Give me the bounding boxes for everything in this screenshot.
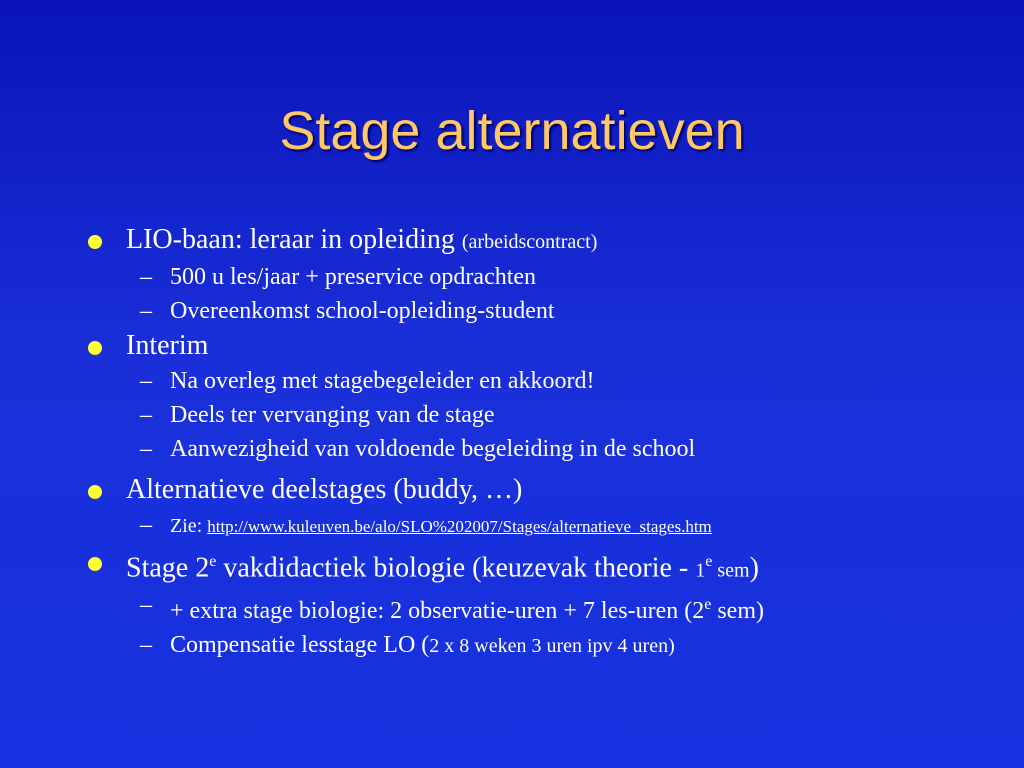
list-item — [88, 222, 988, 260]
item-text-d: sem — [712, 559, 750, 582]
sub-list-item — [88, 398, 988, 432]
sub-list-item — [88, 432, 988, 466]
sub-item-text: Overeenkomst school-opleiding-student — [170, 298, 555, 324]
bullet-icon — [88, 235, 102, 249]
item-text-a: Stage 2 — [126, 552, 210, 584]
sub-list-item — [88, 260, 988, 294]
reference-link[interactable]: http://www.kuleuven.be/alo/SLO%202007/Stages/alternatieve_stages.htm — [207, 517, 712, 536]
sub-list-item — [88, 294, 988, 328]
bullet-icon — [88, 485, 102, 499]
sub-item-text-a: Compensatie lesstage LO ( — [170, 632, 430, 659]
superscript: e — [704, 596, 712, 614]
item-text-e: ) — [749, 552, 759, 584]
sub-list-item — [88, 628, 988, 663]
dash-icon: – — [140, 264, 152, 290]
bullet-list — [88, 222, 988, 663]
dash-icon: – — [140, 402, 152, 428]
item-text: Alternatieve deelstages (buddy, …) — [126, 474, 523, 505]
list-item — [88, 544, 988, 588]
dash-icon: – — [140, 368, 152, 394]
slide-title: Stage alternatieven — [279, 101, 745, 161]
dash-icon: – — [140, 632, 152, 659]
item-text: Interim — [126, 330, 209, 361]
list-item — [88, 472, 988, 508]
sub-item-text-b: sem) — [711, 598, 764, 625]
superscript: e — [705, 553, 713, 570]
sub-list-item — [88, 588, 988, 628]
sub-item-prefix: Zie: — [170, 515, 208, 537]
dash-icon: – — [140, 298, 152, 324]
sub-list-item — [88, 508, 988, 544]
item-note: (arbeidscontract) — [461, 231, 598, 253]
dash-icon: – — [140, 592, 152, 619]
dash-icon: – — [140, 512, 152, 538]
sub-item-text-small: 2 x 8 weken 3 uren ipv 4 uren) — [429, 635, 675, 658]
sub-item-text: Deels ter vervanging van de stage — [170, 402, 495, 428]
bullet-icon — [88, 341, 102, 355]
sub-list-item — [88, 364, 988, 398]
item-text-b: vakdidactiek biologie (keuzevak theorie - — [216, 552, 696, 584]
sub-item-text-a: + extra stage biologie: 2 observatie-uren + 7 les-uren (2 — [170, 598, 705, 625]
sub-item-text: 500 u les/jaar + preservice opdrachten — [170, 264, 537, 290]
sub-item-text: Aanwezigheid van voldoende begeleiding in de school — [170, 436, 696, 462]
sub-item-text: Na overleg met stagebegeleider en akkoord! — [170, 368, 595, 394]
item-text-c: 1 — [695, 559, 706, 582]
list-item — [88, 328, 988, 364]
superscript: e — [209, 553, 217, 570]
bullet-icon — [88, 557, 102, 571]
item-text: LIO-baan: leraar in opleiding — [126, 224, 462, 255]
dash-icon: – — [140, 436, 152, 462]
